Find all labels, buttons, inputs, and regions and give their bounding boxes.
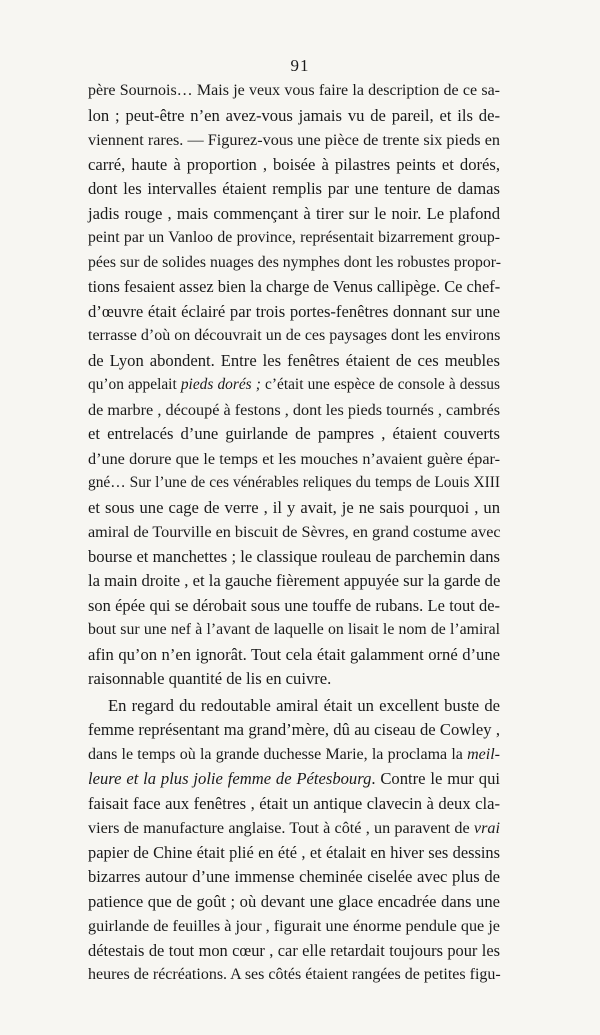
text-line: carré, haute à proportion , boisée à pilastres peints et dorés, <box>88 154 500 174</box>
text-line: son épée qui se dérobait sous une touffe de rubans. Le tout de- <box>88 595 500 615</box>
text-line: de Lyon abondent. Entre les fenêtres étaient de ces meubles <box>88 350 500 370</box>
text-fragment: dans le temps où la grande duchesse Marie, la proclama la <box>88 745 468 763</box>
text-line: jadis rouge , mais commençant à tirer sur le noir. Le plafond <box>88 203 500 223</box>
text-line: bourse et manchettes ; le classique rouleau de parchemin dans <box>88 546 500 566</box>
text-line: femme représentant ma grand’mère, dû au ciseau de Cowley , <box>88 720 500 739</box>
text-fragment: viers de manufacture anglaise. Tout à côté , un paravent de <box>88 819 474 837</box>
text-line: papier de Chine était plié en été , et étalait en hiver ses dessins <box>88 842 500 862</box>
text-line: dont les intervalles étaient remplis par une tenture de damas <box>88 179 500 198</box>
text-line: lon ; peut-être n’en avez-vous jamais vu de pareil, et ils de- <box>88 105 500 125</box>
text-line: En regard du redoutable amiral était un excellent buste de <box>108 695 500 715</box>
text-line-mixed <box>88 373 500 398</box>
text-line: d’œuvre était éclairé par trois portes-fenêtres donnant sur une <box>88 301 500 321</box>
text-line-mixed <box>88 743 500 768</box>
text-line: gné… Sur l’une de ces vénérables reliques du temps de Louis XIII <box>88 474 500 491</box>
italic-fragment: pieds dorés ; <box>180 376 261 393</box>
italic-fragment: vrai <box>473 819 500 837</box>
text-fragment: qu’on appelait <box>88 376 181 393</box>
text-line: patience que de goût ; où devant une glace encadrée dans une <box>88 891 500 911</box>
text-line: d’une dorure que le temps et les mouches n’avaient guère épar- <box>88 449 500 468</box>
text-line: afin qu’on n’en ignorât. Tout cela était galamment orné d’une <box>88 644 500 664</box>
paragraph-1 <box>88 79 500 692</box>
text-line: détestais de tout mon cœur , car elle retardait toujours pour les <box>88 940 500 960</box>
text-fragment: . Contre le mur qui <box>371 769 500 788</box>
text-line: et entrelacés d’une guirlande de pampres , étaient couverts <box>88 424 500 443</box>
text-line: la main droite , et la gauche fièrement appuyée sur la garde de <box>88 571 501 590</box>
text-line-mixed <box>88 767 500 792</box>
text-line: de marbre , découpé à festons , dont les pieds tournés , cambrés <box>88 400 500 419</box>
italic-fragment: meil- <box>467 745 500 763</box>
text-line: raisonnable quantité de lis en cuivre. <box>88 669 332 688</box>
text-line: heures de récréations. A ses côtés étaient rangées de petites figu- <box>88 966 501 983</box>
text-line: guirlande de feuilles à jour , figurait une énorme pendule que je <box>88 917 500 935</box>
text-fragment: c’était une espèce de console à dessus <box>260 376 500 393</box>
text-line-mixed <box>88 816 500 841</box>
text-line: terrasse d’où on découvrait un de ces paysages dont les environs <box>88 327 501 344</box>
italic-fragment: leure et la plus jolie femme de Pétesbourg <box>88 769 372 788</box>
text-line: amiral de Tourville en biscuit de Sèvres, en grand costume avec <box>88 523 501 541</box>
text-line: viennent rares. — Figurez-vous une pièce de trente six pieds en <box>88 131 500 149</box>
page-number: 91 <box>290 56 310 75</box>
text-line: père Sournois… Mais je veux vous faire la description de ce sa- <box>88 82 500 99</box>
text-line: et sous une cage de verre , il y avait, je ne sais pourquoi , un <box>88 497 500 517</box>
text-line: pées sur de solides nuages des nymphes dont les robustes propor- <box>88 253 501 271</box>
paragraph-2 <box>88 694 500 988</box>
body-text <box>88 79 500 988</box>
text-line: bizarres autour d’une immense cheminée ciselée avec plus de <box>88 867 500 886</box>
text-line: bout sur une nef à l’avant de laquelle on lisait le nom de l’amiral <box>88 621 500 638</box>
text-line: peint par un Vanloo de province, représentait bizarrement group- <box>88 229 500 246</box>
text-line: tions fesaient assez bien la charge de Venus callipège. Ce chef- <box>88 277 501 296</box>
text-line: faisait face aux fenêtres , était un antique clavecin à deux cla- <box>88 793 500 813</box>
